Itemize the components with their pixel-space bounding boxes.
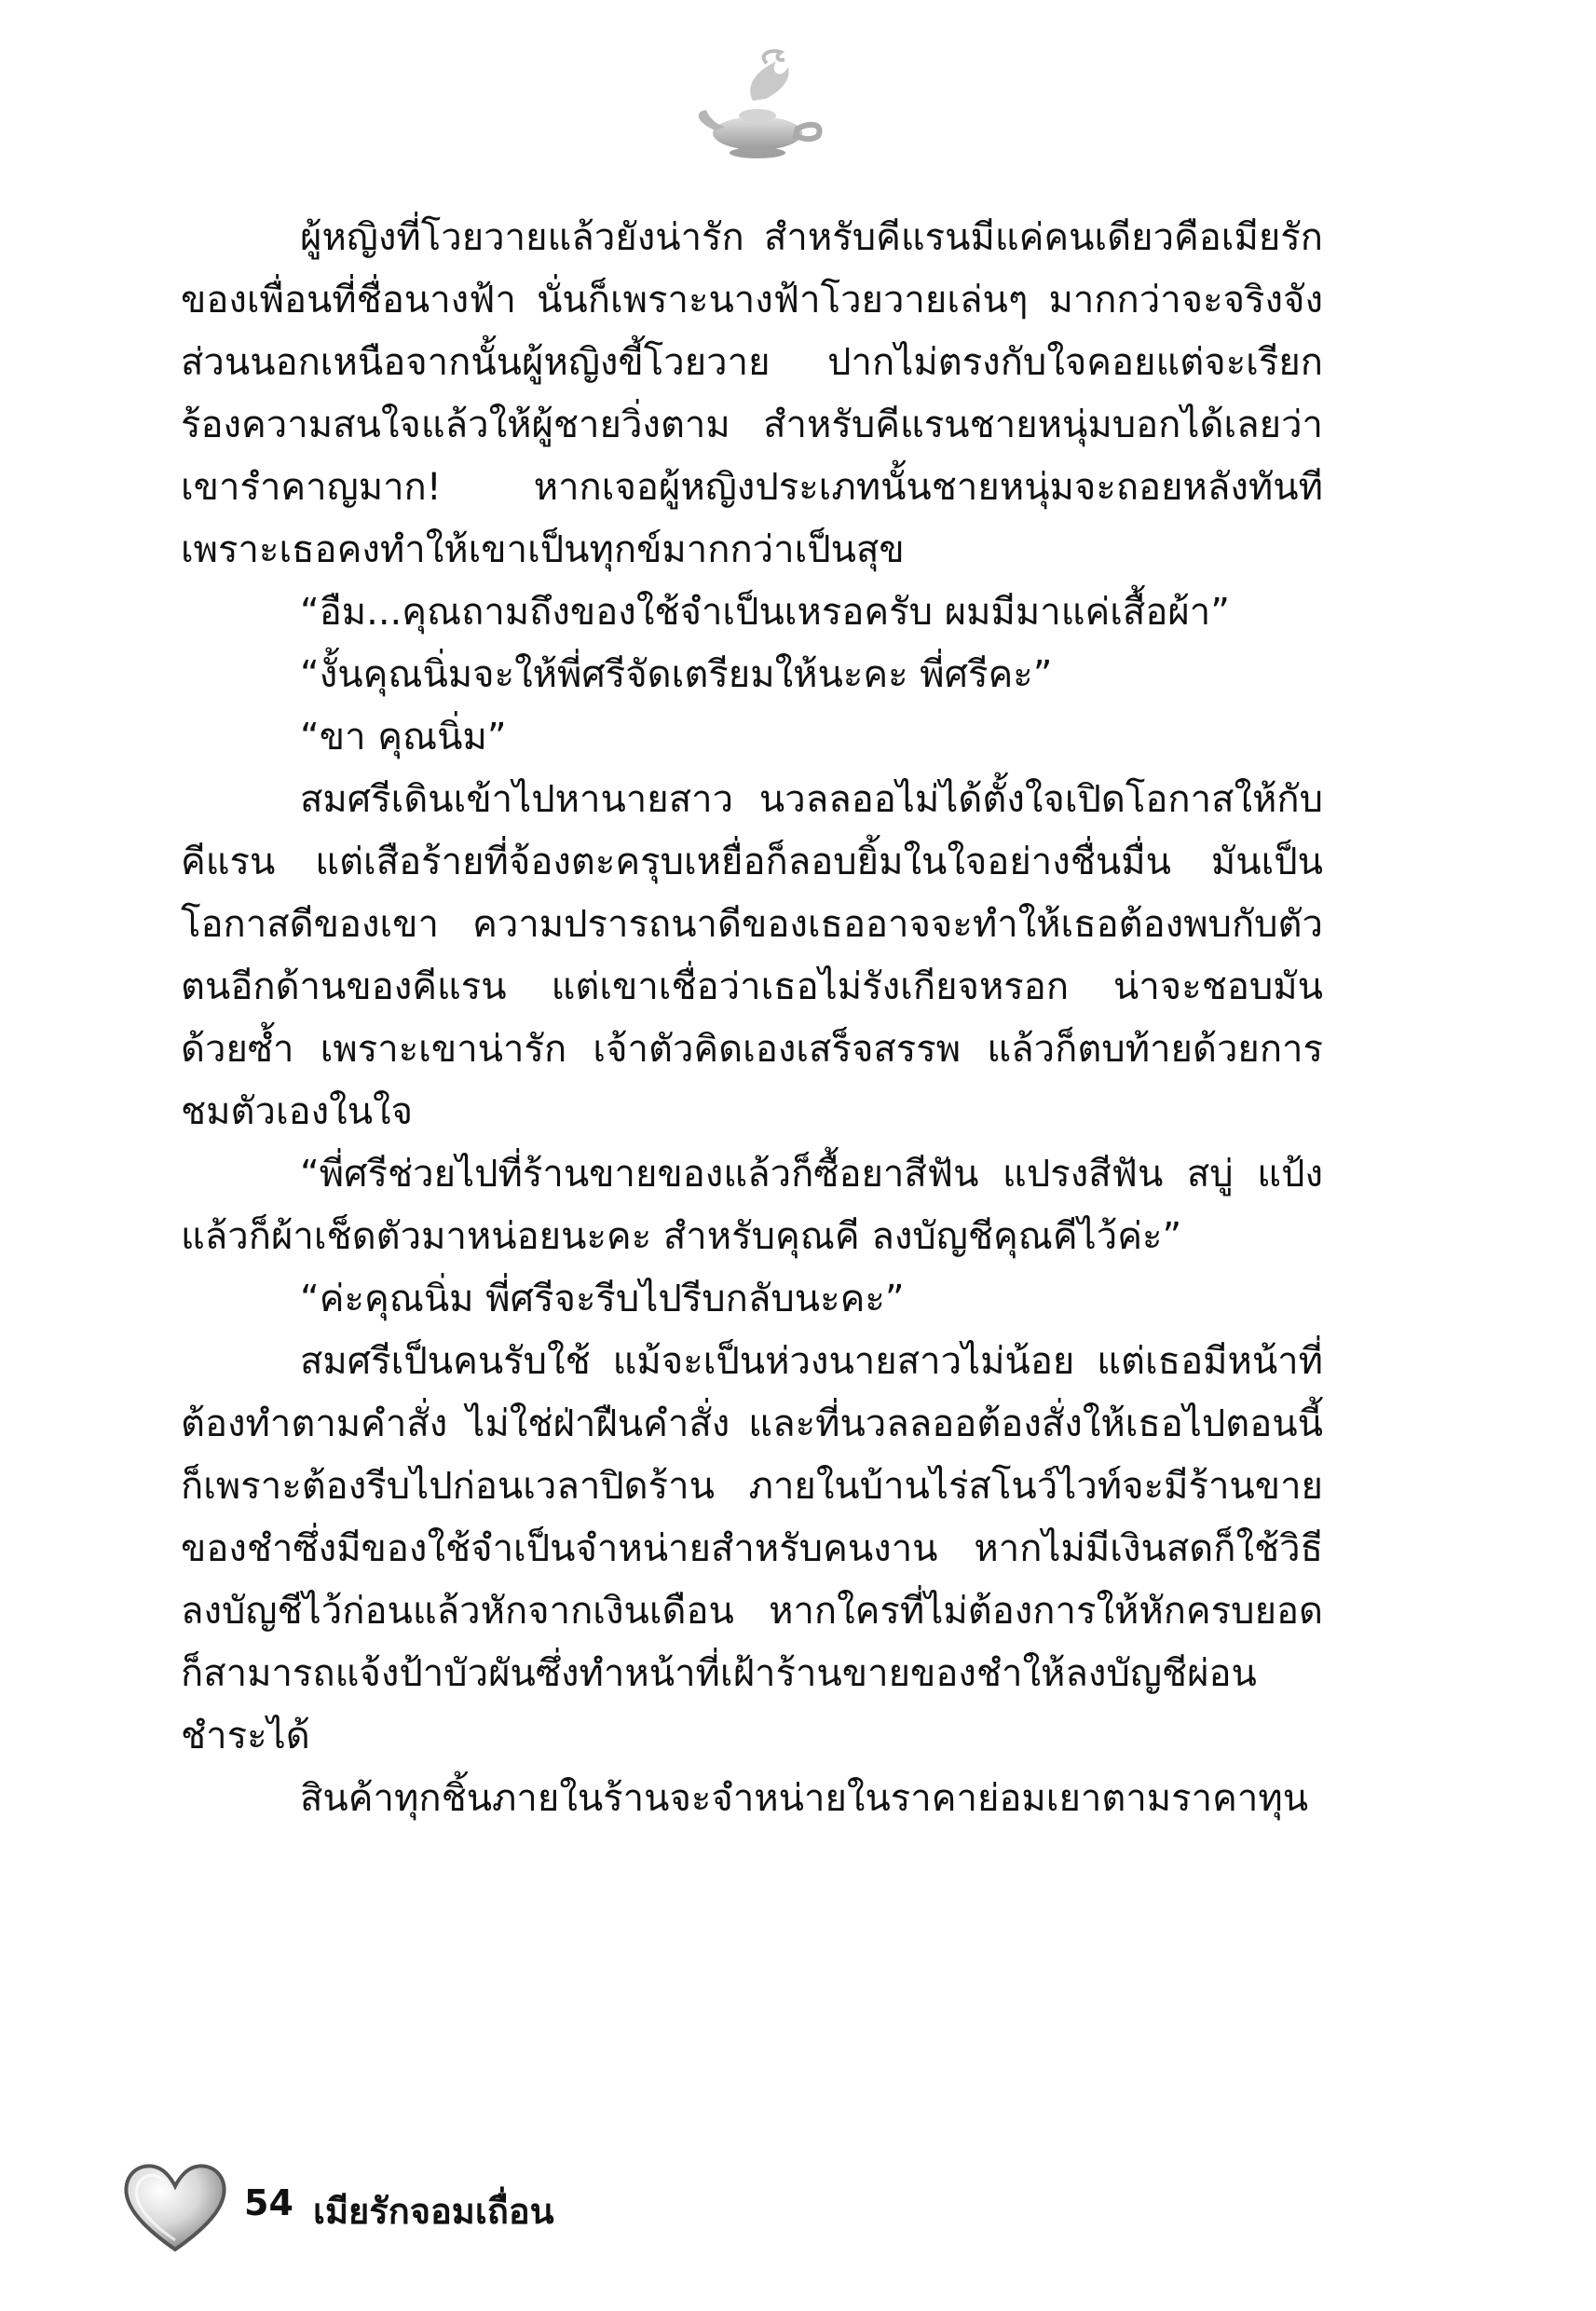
book-title: เมียรักจอมเถื่อน [313,2191,554,2232]
heart-icon [119,2156,231,2257]
paragraph: “ค่ะคุณนิ่ม พี่ศรีจะรีบไปรีบกลับนะคะ” [300,1278,905,1320]
page-number: 54 [244,2182,293,2223]
paragraph: “พี่ศรีช่วยไปที่ร้านขายของแล้วก็ซื้อยาสีฟัน แปรงสีฟัน สบู่ แป้ง แล้วก็ผ้าเช็ดตัวมาหน่อยนะคะ สำหรับคุณคี ลงบัญชีคุณคีไว้ค่ะ” [181,1153,1323,1258]
paragraph: สมศรีเป็นคนรับใช้ แม้จะเป็นห่วงนายสาวไม่น้อย แต่เธอมีหน้าที่ต้องทำตามคำสั่ง ไม่ใช่ฝ่าฝืนคำสั่ง และที่นวลลออต้องสั่งให้เธอไปตอนนี้ก็เพราะต้องรีบไปก่อนเวลาปิดร้าน ภายในบ้านไร่สโนว์ไวท์จะมีร้านขายของชำซึ่งมีของใช้จำเป็นจำหน่ายสำหรับคนงาน หากไม่มีเงินสดก็ใช้วิธีลงบัญชีไว้ก่อนแล้วหักจากเงินเดือน หากใครที่ไม่ต้องการให้หักครบยอด ก็สามารถแจ้งป้าบัวผันซึ่งทำหน้าที่เฝ้าร้านขายของชำให้ลงบัญชีผ่อนชำระได้ [181,1340,1323,1757]
body-text [181,207,1323,1830]
paragraph: “อืม...คุณถามถึงของใช้จำเป็นเหรอครับ ผมมีมาแค่เสื้อผ้า” [300,591,1230,634]
paragraph: ผู้หญิงที่โวยวายแล้วยังน่ารัก สำหรับคีแรนมีแค่คนเดียวคือเมียรักของเพื่อนที่ชื่อนางฟ้า นั่นก็เพราะนางฟ้าโวยวายเล่นๆ มากกว่าจะจริงจัง ส่วนนอกเหนือจากนั้นผู้หญิงขี้โวยวาย ปากไม่ตรงกับใจคอยแต่จะเรียกร้องความสนใจแล้วให้ผู้ชายวิ่งตาม สำหรับคีแรนชายหนุ่มบอกได้เลยว่าเขารำคาญมาก! หากเจอผู้หญิงประเภทนั้นชายหนุ่มจะถอยหลังทันที เพราะเธอคงทำให้เขาเป็นทุกข์มากกว่าเป็นสุข [181,216,1323,571]
paragraph: สมศรีเดินเข้าไปหานายสาว นวลลออไม่ได้ตั้งใจเปิดโอกาสให้กับคีแรน แต่เสือร้ายที่จ้องตะครุบเหยื่อก็ลอบยิ้มในใจอย่างชื่นมื่น มันเป็นโอกาสดีของเขา ความปรารถนาดีของเธออาจจะทำให้เธอต้องพบกับตัวตนอีกด้านของคีแรน แต่เขาเชื่อว่าเธอไม่รังเกียจหรอก น่าจะชอบมันด้วยซ้ำ เพราะเขาน่ารัก เจ้าตัวคิดเองเสร็จสรรพ แล้วก็ตบท้ายด้วยการชมตัวเองในใจ [181,778,1323,1133]
paragraph: “ขา คุณนิ่ม” [300,716,507,759]
page-footer [0,2153,1596,2264]
genie-lamp-icon [688,45,827,166]
paragraph: “งั้นคุณนิ่มจะให้พี่ศรีจัดเตรียมให้นะคะ พี่ศรีคะ” [300,653,1053,696]
paragraph: สินค้าทุกชิ้นภายในร้านจะจำหน่ายในราคาย่อมเยาตามราคาทุน [300,1777,1309,1820]
